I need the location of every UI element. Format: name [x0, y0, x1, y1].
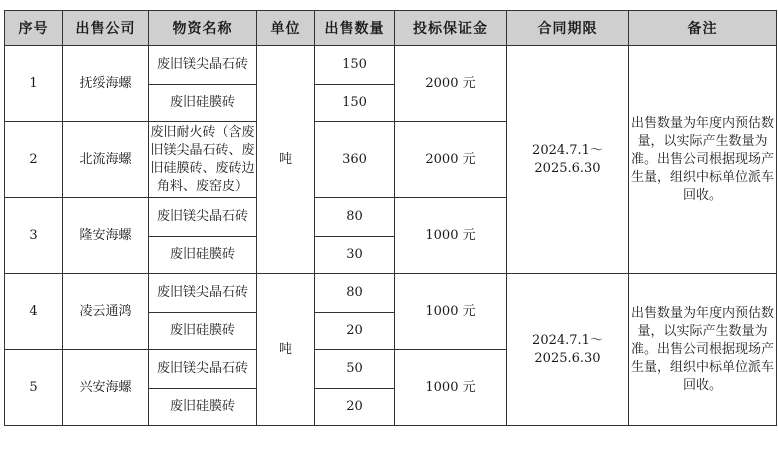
header-company: 出售公司 [63, 11, 149, 46]
header-period: 合同期限 [507, 11, 629, 46]
quantity-cell: 80 [315, 198, 395, 237]
remark-cell: 出售数量为年度内预估数量，以实际产生数量为准。出售公司根据现场产生量，组织中标单位派车回收。 [629, 46, 777, 274]
material-cell: 废旧硅膜砖 [149, 389, 257, 426]
header-seq: 序号 [5, 11, 63, 46]
period-start: 2024.7.1～ [532, 332, 603, 348]
sale-table [4, 10, 777, 426]
seq-cell: 1 [5, 46, 63, 122]
period-cell [507, 274, 629, 426]
material-cell: 废旧镁尖晶石砖 [149, 350, 257, 389]
quantity-cell: 30 [315, 237, 395, 274]
company-cell: 抚绥海螺 [63, 46, 149, 122]
deposit-cell: 2000 元 [395, 46, 507, 122]
seq-cell: 2 [5, 122, 63, 198]
material-cell: 废旧耐火砖（含废旧镁尖晶石砖、废旧硅膜砖、废砖边角料、废窑皮） [149, 122, 257, 198]
quantity-cell: 20 [315, 389, 395, 426]
company-cell: 北流海螺 [63, 122, 149, 198]
material-cell: 废旧硅膜砖 [149, 313, 257, 350]
remark-cell: 出售数量为年度内预估数量，以实际产生数量为准。出售公司根据现场产生量，组织中标单位派车回收。 [629, 274, 777, 426]
deposit-cell: 2000 元 [395, 122, 507, 198]
header-row [5, 11, 777, 46]
quantity-cell: 360 [315, 122, 395, 198]
seq-cell: 4 [5, 274, 63, 350]
period-end: 2025.6.30 [534, 350, 601, 366]
material-cell: 废旧镁尖晶石砖 [149, 46, 257, 85]
quantity-cell: 150 [315, 85, 395, 122]
quantity-cell: 50 [315, 350, 395, 389]
header-unit: 单位 [257, 11, 315, 46]
material-cell: 废旧镁尖晶石砖 [149, 274, 257, 313]
table-row [5, 274, 777, 313]
company-cell: 兴安海螺 [63, 350, 149, 426]
header-material: 物资名称 [149, 11, 257, 46]
period-start: 2024.7.1～ [532, 142, 603, 158]
unit-cell: 吨 [257, 274, 315, 426]
quantity-cell: 150 [315, 46, 395, 85]
header-deposit: 投标保证金 [395, 11, 507, 46]
unit-cell: 吨 [257, 46, 315, 274]
deposit-cell: 1000 元 [395, 274, 507, 350]
deposit-cell: 1000 元 [395, 198, 507, 274]
header-quantity: 出售数量 [315, 11, 395, 46]
period-cell [507, 46, 629, 274]
quantity-cell: 80 [315, 274, 395, 313]
deposit-cell: 1000 元 [395, 350, 507, 426]
company-cell: 隆安海螺 [63, 198, 149, 274]
quantity-cell: 20 [315, 313, 395, 350]
material-cell: 废旧硅膜砖 [149, 237, 257, 274]
seq-cell: 3 [5, 198, 63, 274]
header-remark: 备注 [629, 11, 777, 46]
table-row [5, 46, 777, 85]
seq-cell: 5 [5, 350, 63, 426]
material-cell: 废旧硅膜砖 [149, 85, 257, 122]
company-cell: 凌云通鸿 [63, 274, 149, 350]
material-cell: 废旧镁尖晶石砖 [149, 198, 257, 237]
period-end: 2025.6.30 [534, 160, 601, 176]
